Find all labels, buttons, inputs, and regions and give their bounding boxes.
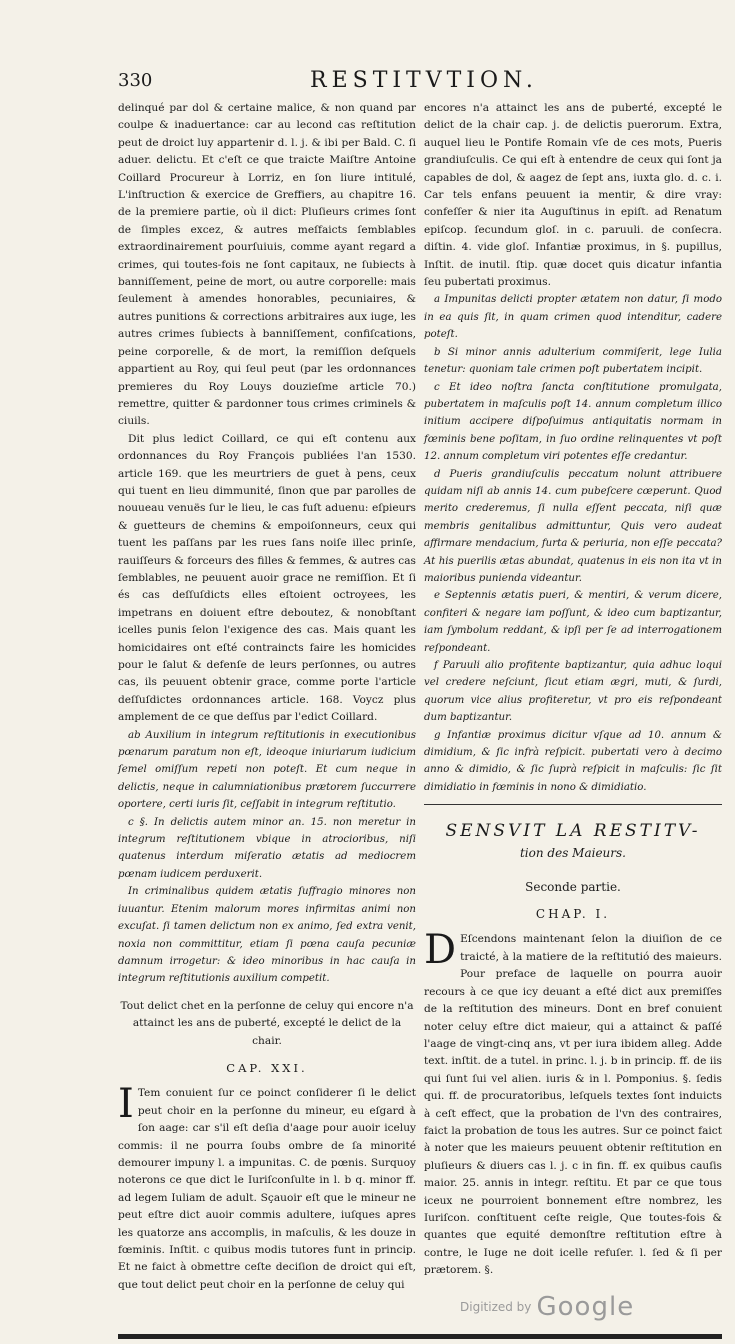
note-d: d Pueris grandiuſculis peccatum nolunt attribuere quidam niſi ab annis 14. cum pubeſcere cœperunt. Quod merito crederemus, ſi nulla eſſent peccata, niſi quæ membris genitalibus admittuntur, Quis vero audeat affirmare mendacium, furta & periuria, non eſſe peccata? At his puerilis ætas abundat, quatenus in eis non ita vt in maioribus punienda videantur. bbox=[424, 468, 722, 584]
note-in-criminalibus: In criminalibus quidem ætatis ſuffragio minores non iuuantur. Etenim malorum mores infirmitas animi non excuſat. ſi tamen delictum non ex animo, ſed extra venit, noxia non committitur, etiam ſi pœna cauſa pecuniæ damnum irrogetur: & ideo minoribus in hac cauſa in integrum reſtitutionis auxilium competit. bbox=[118, 886, 416, 985]
note-e: e Septennis ætatis pueri, & mentiri, & verum dicere, confiteri & negare iam poſſunt, & ideo cum baptizantur, iam ſymbolum reddant, & ipſi per ſe ad interrogationem reſpondeant. bbox=[424, 590, 722, 654]
note-c-right: c Et ideo noſtra ſancta conſtitutione promulgata, pubertatem in maſculis poſt 14. annum completum illico initium accipere diſpoſuimus antiquitatis normam in fœminis bene poſitam, in ſuo ordine relinquentes vt poſt 12. annum completum viri potentes eſſe credantur. bbox=[424, 381, 722, 463]
note-b: b Si minor annis adulterium commiſerit, lege Iulia tenetur: quoniam tale crimen poſt pubertatem incipit. bbox=[424, 346, 722, 376]
note-ab: ab Auxilium in integrum reſtitutionis in executionibus pœnarum paratum non eſt, ideoque iniuriarum iudicium ſemel omiſſum repeti non poteſt. Et cum neque in delictis, neque in calumniationibus prætorem ſuccurrere oportere, certi iuris ſit, ceſſabit in integrum reſtitutio. bbox=[118, 729, 416, 811]
left-column bbox=[118, 100, 416, 1294]
watermark-prefix: Digitized by bbox=[460, 1300, 532, 1314]
google-logo: Google bbox=[536, 1292, 635, 1322]
section-title: SENSVIT LA RESTITV- bbox=[445, 821, 701, 842]
drop-cap-right: D bbox=[424, 927, 457, 974]
page-header bbox=[118, 68, 718, 96]
note-a: a Impunitas delicti propter ætatem non datur, ſi modo in ea quis ſit, in quam crimen quod intenditur, cadere poteſt. bbox=[424, 294, 722, 341]
part-label: Seconde partie. bbox=[525, 879, 621, 894]
left-paragraph-1: delinqué par dol & certaine malice, & non quand par coulpe & inaduertance: car au lecond cas reſtitution peut de droict luy appartenir d. l. j. & ibi per Bald. C. ſi aduer. delictu. Et c'eſt ce que traicte Maiſtre Antoine Coillard Procureur à Lorriz, en ſon liure intitulé, L'inſtruction & exercice de Greffiers, au chapitre 16. de la premiere partie, où il dict: Pluſieurs crimes ſont de ſimples excez, & autres meſfaicts ſemblables extraordinairement pourſuiuis, comme ayant regard a crimes, qui toutes-fois ne ſont capitaux, ne ſubiects à banniſſement, peine de mort, ou autre corporelle: mais ſeulement à amendes honorables, pecuniaires, & autres punitions & corrections arbitraires aux iuge, les autres crimes ſubiects à banniſſement, confiſcations, peine corporelle, & de mort, la remiſſion deſquels appartient au Roy, qui ſeul peut (par les ordonnances premieres du Roy Louys douzieſme article 70.) remettre, quitter & pardonner tous crimes criminels & ciuils. bbox=[118, 102, 416, 428]
section-subtitle: tion des Maieurs. bbox=[519, 846, 626, 861]
right-paragraph-1: encores n'a attainct les ans de puberté, excepté le delict de la chair cap. j. de delictis puerorum. Extra, auquel lieu le Pontife Romain vſe de ces mots, Pueris grandiuſculis. Ce qui eſt à entendre de ceux qui ſont ja capables de dol, & aagez de ſept ans, iuxta glo. d. c. i. Car tels enfans peuuent ia mentir, & dire vray: confeſſer & nier ita Auguſtinus in epiſt. ad Renatum epiſcop. ſecundum gloſ. in c. paruuli. de conſecra. diſtin. 4. vide gloſ. Infantiæ proximus, in §. pupillus, Inſtit. de inutil. ſtip. quæ docet quis dicatur infantia ſeu pubertati proximus. bbox=[424, 102, 722, 289]
digitized-watermark bbox=[460, 1292, 634, 1322]
section-divider bbox=[424, 804, 722, 805]
running-head: RESTITVTION. bbox=[310, 68, 538, 93]
chapter-body-right: Eſcendons maintenant ſelon la diuiſion de ce traicté, à la matiere de la reſtitutió des maieurs. Pour preface de laquelle on pourra auoir recours à ce que icy deuant a eſté dict aux premiſſes de la reſtitution des mineurs. Dont en bref conuient noter celuy eſtre dict maieur, qui a attainct & paſſé l'aage de vingt-cinq ans, vt per iura ibidem alleg. Adde text. inſtit. de a tutel. in princ. l. j. b in princip. ff. de iis qui ſunt ſui vel alien. iuris & in l. Pomponius. §. ſedis qui. ff. de procuratoribus, leſquels textes ſont induicts à ceſt effect, que la probation de l'vn des contraires, faict la probation de tous les autres. Sur ce poinct faict à noter que les maieurs peuuent obtenir reſtitution en pluſieurs & diuers cas l. j. c in fin. ff. ex quibus cauſis maior. 25. annis in integr. reſtitu. Et par ce que tous iceux ne pourroient bonnement eſtre nombrez, les Iuriſcon. conſtituent ceſte reigle, Que toutes-fois & quantes que equité demonſtre reſtitution eſtre à contre, le Iuge ne doit icelle refuſer. l. ſed & ſi per prætorem. §. bbox=[424, 933, 722, 1277]
chapter-summary: Tout delict chet en la perſonne de celuy qui encore n'a attainct les ans de puberté, excepté le delict de la chair. bbox=[120, 999, 414, 1047]
chapter-title-left: CAP. XXI. bbox=[226, 1060, 308, 1075]
right-column bbox=[424, 100, 722, 1280]
left-paragraph-2: Dit plus ledict Coillard, ce qui eſt contenu aux ordonnances du Roy François publiées l'an 1530. article 169. que les meurtriers de guet à pens, ceux qui tuent en lieu dimmunité, ſinon que par parolles de nouueau venuës ſur le lieu, le cas fuſt aduenu: eſpieurs & guetteurs de chemins & empoiſonneurs, ceux qui tuent les paſſans par les rues ſans noiſe illec prinſe, rauiſſeurs & forceurs des filles & femmes, & autres cas ſemblables, ne peuuent auoir grace ne remiſſion. Et ſi és cas deſſuſdicts elles eſtoient octroyees, les impetrans en doiuent eſtre deboutez, & nonobſtant icelles punis ſelon l'exigence des cas. Mais quant les homicidaires ont eſté contraincts faire les homicides pour le ſalut & defenſe de leurs perſonnes, ou autres cas, ils peuuent obtenir grace, comme porte l'article deſſuſdictes ordonnances article. 168. Voycz plus amplement de ce que deſſus par l'edict Coillard. bbox=[118, 432, 416, 724]
chapter-text-right bbox=[424, 927, 722, 1279]
note-f: f Paruuli alio profitente baptizantur, quia adhuc loqui vel credere neſciunt, ſicut etiam ægri, muti, & ſurdi, quorum vice alius profiteretur, vt pro eis reſpondeant dum baptizantur. bbox=[424, 660, 722, 724]
chapter-title-right: CHAP. I. bbox=[535, 907, 611, 922]
drop-cap-left: I bbox=[118, 1081, 134, 1128]
page-bottom-edge bbox=[118, 1334, 722, 1339]
chapter-body-left: Tem conuient ſur ce poinct conſiderer ſi le delict peut choir en la perſonne du mineur, eu eſgard à ſon aage: car s'il eſt deſia d'aage pour auoir iceluy commis: il ne pourra ſoubs ombre de ſa minorité demourer impuny l. a impunitas. C. de pœnis. Surquoy noterons ce que dict le Iuriſconſulte in l. b q. minor ff. ad legem Iuliam de adult. Sçauoir eſt que le mineur ne peut eſtre dict auoir commis adultere, iuſques apres les quatorze ans accomplis, in maſculis, & les douze in fœminis. Inſtit. c quibus modis tutores funt in princip. Et ne faict à obmettre ceſte deciſion de droict qui eſt, que tout delict peut choir en la perſonne de celuy qui bbox=[118, 1087, 416, 1291]
note-g: g Infantiæ proximus dicitur vſque ad 10. annum & dimidium, & ſic infrà reſpicit. pubertati vero à decimo anno & dimidio, & ſic ſuprà reſpicit in maſculis: ſic ſit dimidiatio in fœminis in nono & dimidiatio. bbox=[424, 729, 722, 793]
note-c-left: c §. In delictis autem minor an. 15. non meretur in integrum reſtitutionem vbique in atrocioribus, niſi quatenus interdum miſeratio ætatis ad mediocrem pœnam iudicem perduxerit. bbox=[118, 816, 416, 880]
page-number: 330 bbox=[118, 70, 153, 91]
chapter-text-left bbox=[118, 1081, 416, 1294]
